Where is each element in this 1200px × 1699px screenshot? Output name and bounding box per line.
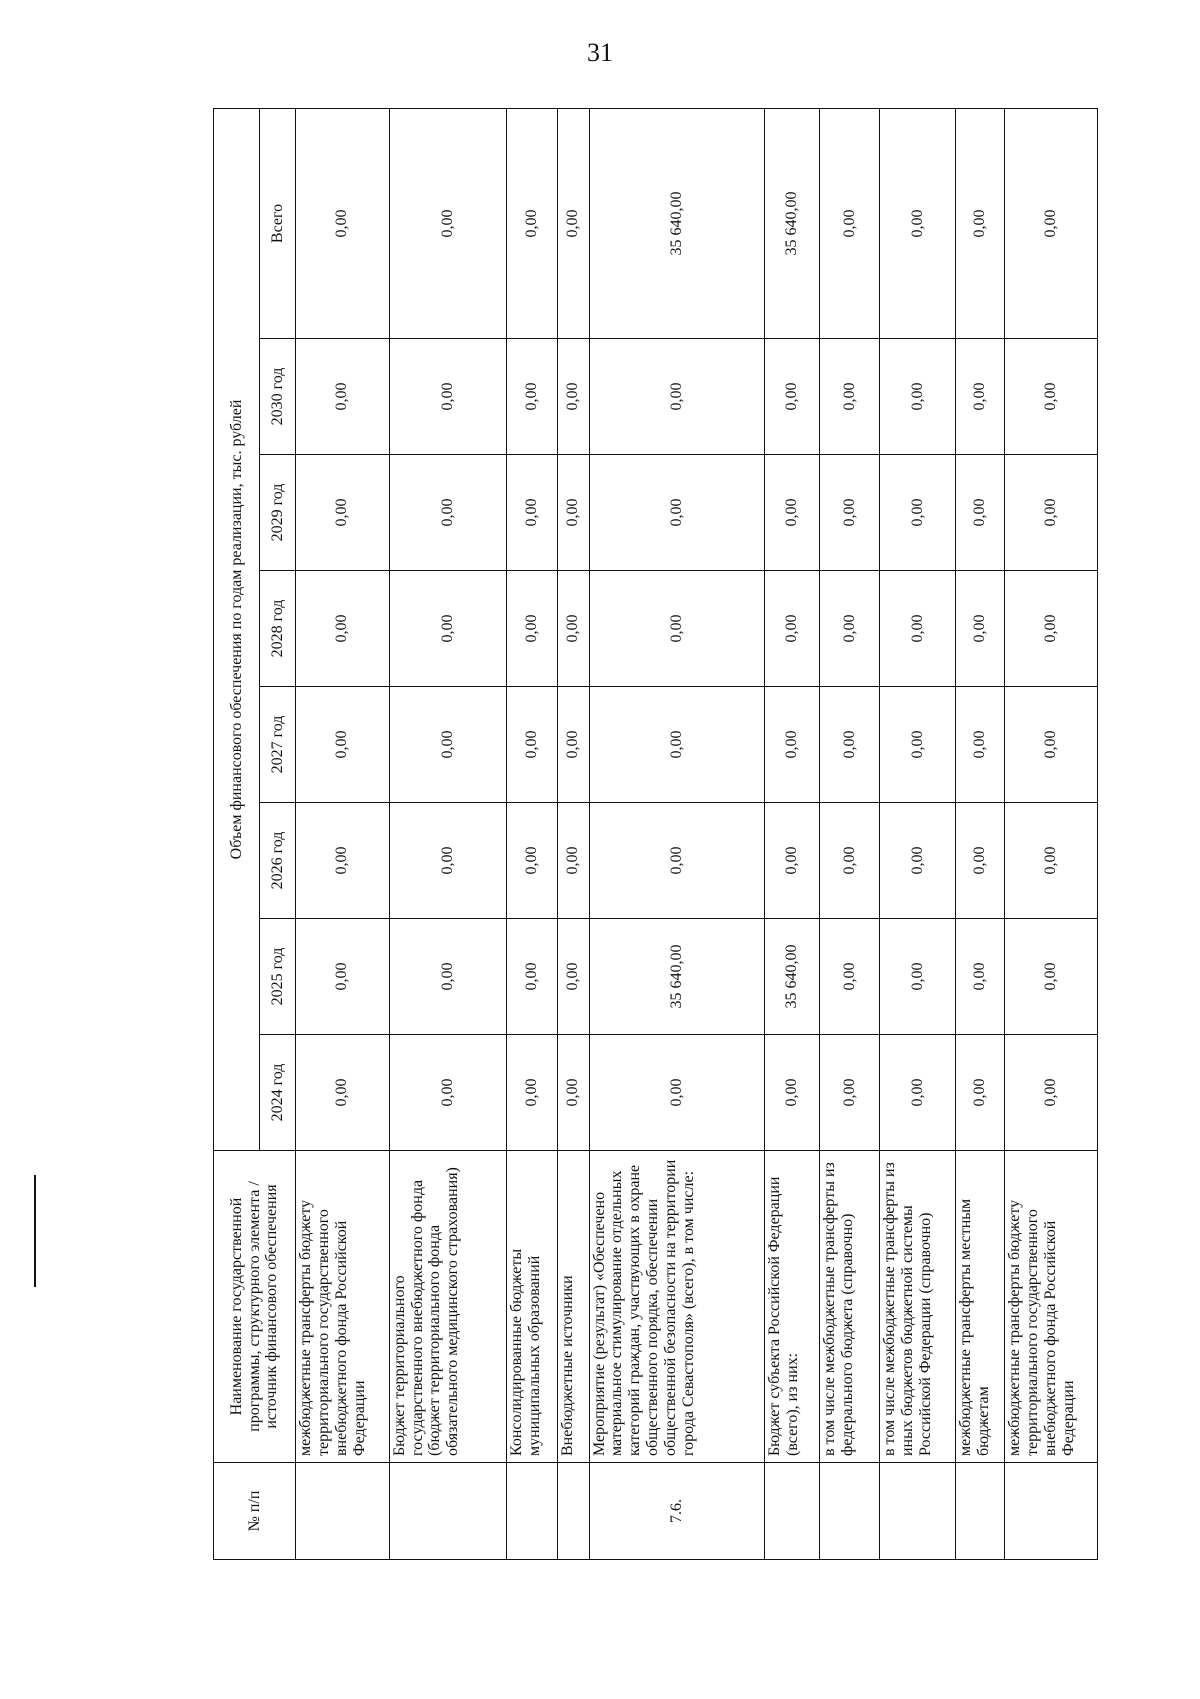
page-number: 31 [587,38,613,67]
row-name: Бюджет субъекта Российской Федерации (всего), из них: [765,1151,820,1463]
value-total: 0,00 [879,108,956,338]
value-2029: 0,00 [389,455,506,571]
value-total: 0,00 [956,108,1005,338]
table-row [296,108,390,1559]
table-row [589,108,765,1559]
value-2025: 0,00 [879,919,956,1035]
header-year-2028: 2028 год [260,571,296,687]
row-number [557,1463,589,1560]
value-2030: 0,00 [1005,339,1098,455]
value-total: 35 640,00 [589,108,765,338]
value-total: 0,00 [557,108,589,338]
value-2028: 0,00 [820,571,880,687]
value-2024: 0,00 [557,1035,589,1151]
value-2024: 0,00 [506,1035,557,1151]
value-2027: 0,00 [389,687,506,803]
table-row [820,108,880,1559]
header-year-2029: 2029 год [260,455,296,571]
row-number [1005,1463,1098,1560]
table-row [956,108,1005,1559]
value-2026: 0,00 [820,803,880,919]
header-year-2027: 2027 год [260,687,296,803]
value-2026: 0,00 [389,803,506,919]
value-2029: 0,00 [765,455,820,571]
value-2030: 0,00 [506,339,557,455]
value-2029: 0,00 [557,455,589,571]
value-2025: 0,00 [389,919,506,1035]
header-year-2025: 2025 год [260,919,296,1035]
header-year-2024: 2024 год [260,1035,296,1151]
table-row [879,108,956,1559]
value-2026: 0,00 [765,803,820,919]
row-name: в том числе межбюджетные трансферты из федерального бюджета (справочно) [820,1151,880,1463]
value-2024: 0,00 [389,1035,506,1151]
value-total: 0,00 [1005,108,1098,338]
table-row [557,108,589,1559]
table-row [389,108,506,1559]
row-name: Консолидированные бюджеты муниципальных образований [506,1151,557,1463]
header-row-number: № п/п [214,1463,296,1560]
value-2030: 0,00 [765,339,820,455]
row-name: межбюджетные трансферты бюджету территориального государственного внебюджетного фонда Российской Федерации [1005,1151,1098,1463]
value-2028: 0,00 [389,571,506,687]
value-2027: 0,00 [589,687,765,803]
table-row [1005,108,1098,1559]
value-2030: 0,00 [956,339,1005,455]
value-total: 0,00 [506,108,557,338]
row-number [389,1463,506,1560]
row-number [296,1463,390,1560]
table-row [506,108,557,1559]
value-2026: 0,00 [1005,803,1098,919]
row-number [879,1463,956,1560]
value-2026: 0,00 [506,803,557,919]
value-2029: 0,00 [879,455,956,571]
row-name: в том числе межбюджетные трансферты из иных бюджетов бюджетной системы Российской Федерации (справочно) [879,1151,956,1463]
value-2024: 0,00 [765,1035,820,1151]
row-number [506,1463,557,1560]
value-2028: 0,00 [506,571,557,687]
header-year-2026: 2026 год [260,803,296,919]
value-2025: 0,00 [506,919,557,1035]
value-2025: 0,00 [956,919,1005,1035]
value-2030: 0,00 [389,339,506,455]
value-2028: 0,00 [1005,571,1098,687]
header-financing-group: Объем финансового обеспечения по годам реализации, тыс. рублей [214,108,260,1150]
value-2024: 0,00 [296,1035,390,1151]
value-2027: 0,00 [879,687,956,803]
value-2028: 0,00 [956,571,1005,687]
row-number [820,1463,880,1560]
value-2028: 0,00 [765,571,820,687]
value-2025: 0,00 [1005,919,1098,1035]
value-2028: 0,00 [296,571,390,687]
value-total: 0,00 [296,108,390,338]
value-2025: 0,00 [557,919,589,1035]
row-number: 7.6. [589,1463,765,1560]
value-2026: 0,00 [879,803,956,919]
table-row [765,108,820,1559]
value-total: 35 640,00 [765,108,820,338]
value-2027: 0,00 [557,687,589,803]
value-2024: 0,00 [589,1035,765,1151]
value-total: 0,00 [389,108,506,338]
value-2026: 0,00 [589,803,765,919]
value-2025: 35 640,00 [589,919,765,1035]
value-2027: 0,00 [765,687,820,803]
header-total: Всего [260,108,296,338]
value-2030: 0,00 [820,339,880,455]
row-name: Мероприятие (результат) «Обеспечено материальное стимулирование отдельных категорий граждан, участвующих в охране общественного порядка, обеспечении общественной безопасности на территории города Севастополя» (всего), в том числе: [589,1151,765,1463]
header-name: Наименование государственной программы, структурного элемента / источник финансового обеспечения [214,1151,296,1463]
value-2024: 0,00 [820,1035,880,1151]
row-name: Бюджет территориального государственного внебюджетного фонда (бюджет территориального фонда обязательного медицинского страхования) [389,1151,506,1463]
value-total: 0,00 [820,108,880,338]
value-2029: 0,00 [1005,455,1098,571]
value-2025: 0,00 [820,919,880,1035]
value-2029: 0,00 [820,455,880,571]
financing-table [213,108,1098,1560]
row-number [765,1463,820,1560]
row-number [956,1463,1005,1560]
value-2028: 0,00 [589,571,765,687]
rotated-table-frame [213,109,1098,1560]
value-2027: 0,00 [1005,687,1098,803]
value-2029: 0,00 [589,455,765,571]
value-2029: 0,00 [956,455,1005,571]
value-2028: 0,00 [879,571,956,687]
value-2030: 0,00 [296,339,390,455]
row-name: межбюджетные трансферты бюджету территориального государственного внебюджетного фонда Российской Федерации [296,1151,390,1463]
value-2027: 0,00 [956,687,1005,803]
margin-line [34,1175,36,1287]
value-2030: 0,00 [557,339,589,455]
value-2027: 0,00 [506,687,557,803]
value-2026: 0,00 [296,803,390,919]
value-2029: 0,00 [506,455,557,571]
value-2027: 0,00 [296,687,390,803]
row-name: межбюджетные трансферты местным бюджетам [956,1151,1005,1463]
value-2025: 0,00 [296,919,390,1035]
rotated-table-area [213,109,1098,1560]
value-2027: 0,00 [820,687,880,803]
row-name: Внебюджетные источники [557,1151,589,1463]
value-2026: 0,00 [557,803,589,919]
value-2024: 0,00 [1005,1035,1098,1151]
value-2026: 0,00 [956,803,1005,919]
value-2024: 0,00 [956,1035,1005,1151]
value-2030: 0,00 [589,339,765,455]
value-2029: 0,00 [296,455,390,571]
value-2028: 0,00 [557,571,589,687]
value-2024: 0,00 [879,1035,956,1151]
value-2030: 0,00 [879,339,956,455]
value-2025: 35 640,00 [765,919,820,1035]
header-year-2030: 2030 год [260,339,296,455]
